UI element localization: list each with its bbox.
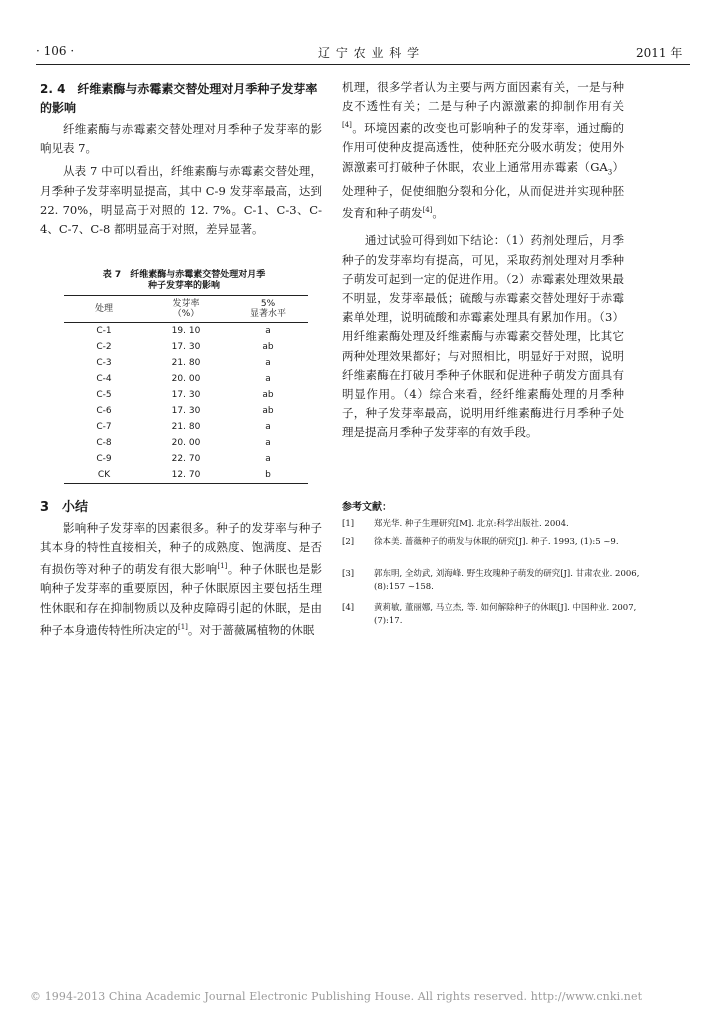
table-cell-rate: 20. 00 [171, 374, 201, 384]
citation-4b: [4] [422, 206, 433, 215]
table-cell-rate: 22. 70 [171, 454, 201, 464]
table-cell-treatment: CK [64, 467, 144, 484]
journal-year: 2011 年 [636, 46, 683, 60]
table-cell-rate: 20. 00 [171, 438, 201, 448]
table-cell-rate: 17. 30 [171, 390, 201, 400]
journal-title: 辽 宁 农 业 科 学 [318, 46, 421, 60]
reference-text: 徐本美. 蔷薇种子的萌发与休眠的研究[J]. 种子. 1993, (1):5 ~9. [374, 537, 619, 547]
table-row [64, 323, 308, 340]
reference-text: 黄莉敏, 董丽娜, 马立杰, 等. 如何解除种子的休眠[J]. 中国种业. 2007, (7):17. [374, 603, 637, 626]
right-para-conclusions: 通过试验可得到如下结论：（1）药剂处理后，月季种子的发芽率均有提高，可见，采取药剂处理对月季种子萌发可起到一定的促进作用。（2）赤霉素处理效果最不明显，发芽率最低；硫酸与赤霉素交替处理好于赤霉素单处理，说明硫酸和赤霉素处理具有累加作用。（3）用纤维素酶处理及纤维素酶与赤霉素交替处理，比其它两种处理效果都好；与对照相比，明显好于对照，说明纤维素酶在打破月季种子休眠和促进种子萌发方面具有明显作用。（4）综合来看，经纤维素酶处理的月季种子，种子发芽率最高，说明用纤维素酶进行月季种子处理是提高月季种子发芽率的有效手段。 [342, 233, 624, 440]
section-3-title: 3 小结 [40, 500, 89, 515]
right-text-d: 。 [432, 206, 444, 221]
ga-subscript: 3 [607, 167, 613, 176]
table-7 [64, 295, 308, 484]
reference-number: [4] [342, 603, 355, 613]
section-2-4-body [40, 120, 322, 239]
section-3-body [40, 519, 322, 640]
table-cell-significance: a [265, 326, 271, 336]
table-row [64, 339, 308, 355]
table-cell-rate: 17. 30 [171, 342, 201, 352]
table-7-header-rate: 发芽率 （%） [144, 296, 228, 323]
right-text-c: ）处理种子，促使细胞分裂和分化，从而促进并实现种胚发育和种子萌发 [342, 159, 624, 221]
reference-number: [2] [342, 537, 355, 547]
table-cell-rate: 19. 10 [171, 326, 201, 336]
table-7-header-significance: 5% 显著水平 [228, 296, 308, 323]
table-cell-significance: a [265, 422, 271, 432]
table-7-caption-line-2: 种子发芽率的影响 [147, 281, 220, 291]
table-row [64, 467, 308, 484]
section-3-text-a: 影响种子发芽率的因素很多。种子的发芽率与种子其本身的特性直接相关，种子的成熟度、饱满度、是否有损伤等对种子的萌发有很大影响 [40, 521, 322, 577]
reference-item [342, 568, 660, 594]
header-rule [36, 64, 690, 65]
table-cell-rate: 17. 30 [171, 406, 201, 416]
references-title: 参考文献： [342, 502, 392, 513]
table-row [64, 451, 308, 467]
reference-text: 郑光华. 种子生理研究[M]. 北京:科学出版社. 2004. [374, 519, 569, 529]
table-row [64, 387, 308, 403]
section-3-text-c: 。对于蔷薇属植物的休眠 [187, 622, 315, 637]
table-cell-treatment: C-8 [96, 438, 112, 448]
table-cell-treatment: C-4 [96, 374, 112, 384]
table-cell-significance: b [228, 467, 308, 484]
citation-1b: [1] [178, 622, 188, 631]
section-3-text-b: 。种子休眠也是影响种子发芽率的重要原因，种子休眠原因主要包括生理性休眠和存在抑制物质以及种皮障碍引起的休眠，是由种子本身遗传特性所决定的 [40, 562, 323, 637]
right-column-body [342, 78, 624, 443]
table-cell-treatment: C-7 [96, 422, 112, 432]
citation-1a: [1] [217, 562, 228, 571]
section-2-4-para-2: 从表 7 中可以看出，纤维素酶与赤霉素交替处理，月季种子发芽率明显提高，其中 C-9 发芽率最高，达到 22. 70%，明显高于对照的 12. 7%。C-1、C-3、C-4、C-7、C-8 都明显高于对照，差异显著。 [40, 164, 322, 237]
table-cell-rate: 12. 70 [144, 467, 228, 484]
table-cell-rate: 21. 80 [171, 422, 201, 432]
table-cell-significance: ab [262, 390, 274, 400]
section-3-para-1 [40, 519, 322, 640]
table-cell-rate: 21. 80 [171, 358, 201, 368]
reference-item [342, 536, 660, 549]
table-cell-treatment: C-6 [96, 406, 112, 416]
citation-4a: [4] [342, 121, 352, 130]
table-cell-significance: a [265, 358, 271, 368]
table-cell-significance: ab [262, 406, 274, 416]
table-row [64, 403, 308, 419]
table-cell-treatment: C-5 [96, 390, 112, 400]
reference-text: 郭东明, 全幼武, 刘海峰. 野生玫瑰种子萌发的研究[J]. 甘肃农业. 2006, (8):157 ~158. [374, 569, 640, 592]
reference-item [342, 602, 660, 628]
table-row [64, 371, 308, 387]
right-para-1 [342, 78, 624, 223]
right-text-b: 。环境因素的改变也可影响种子的发芽率，通过酶的作用可使种皮提高透性，使种胚充分吸水萌发；使用外源激素可打破种子休眠，农业上通常用赤霉素（GA [342, 121, 624, 174]
table-cell-treatment: C-9 [96, 454, 112, 464]
table-cell-significance: ab [262, 342, 274, 352]
table-row [64, 419, 308, 435]
page-number: · 106 · [36, 44, 75, 58]
table-cell-significance: a [265, 454, 271, 464]
section-2-4-title: 2. 4 纤维素酶与赤霉素交替处理对月季种子发芽率的影响 [40, 82, 318, 115]
table-cell-treatment: C-2 [96, 342, 112, 352]
copyright-footer: © 1994-2013 China Academic Journal Electronic Publishing House. All rights reserved. http://www.cnki.net [30, 990, 643, 1003]
reference-number: [3] [342, 569, 355, 579]
reference-number: [1] [342, 519, 355, 529]
reference-item [342, 518, 660, 531]
table-cell-treatment: C-1 [96, 326, 112, 336]
section-2-4-para-1: 纤维素酶与赤霉素交替处理对月季种子发芽率的影响见表 7。 [40, 122, 322, 156]
table-cell-significance: a [265, 438, 271, 448]
table-7-header-treatment: 处理 [64, 296, 144, 323]
table-7-caption [64, 270, 304, 292]
table-row [64, 435, 308, 451]
table-row [64, 355, 308, 371]
table-cell-treatment: C-3 [96, 358, 112, 368]
table-cell-significance: a [265, 374, 271, 384]
table-7-caption-line-1: 表 7 纤维素酶与赤霉素交替处理对月季 [102, 270, 266, 280]
right-text-a: 机理，很多学者认为主要与两方面因素有关，一是与种皮不透性有关；二是与种子内源激素的抑制作用有关 [342, 80, 624, 114]
